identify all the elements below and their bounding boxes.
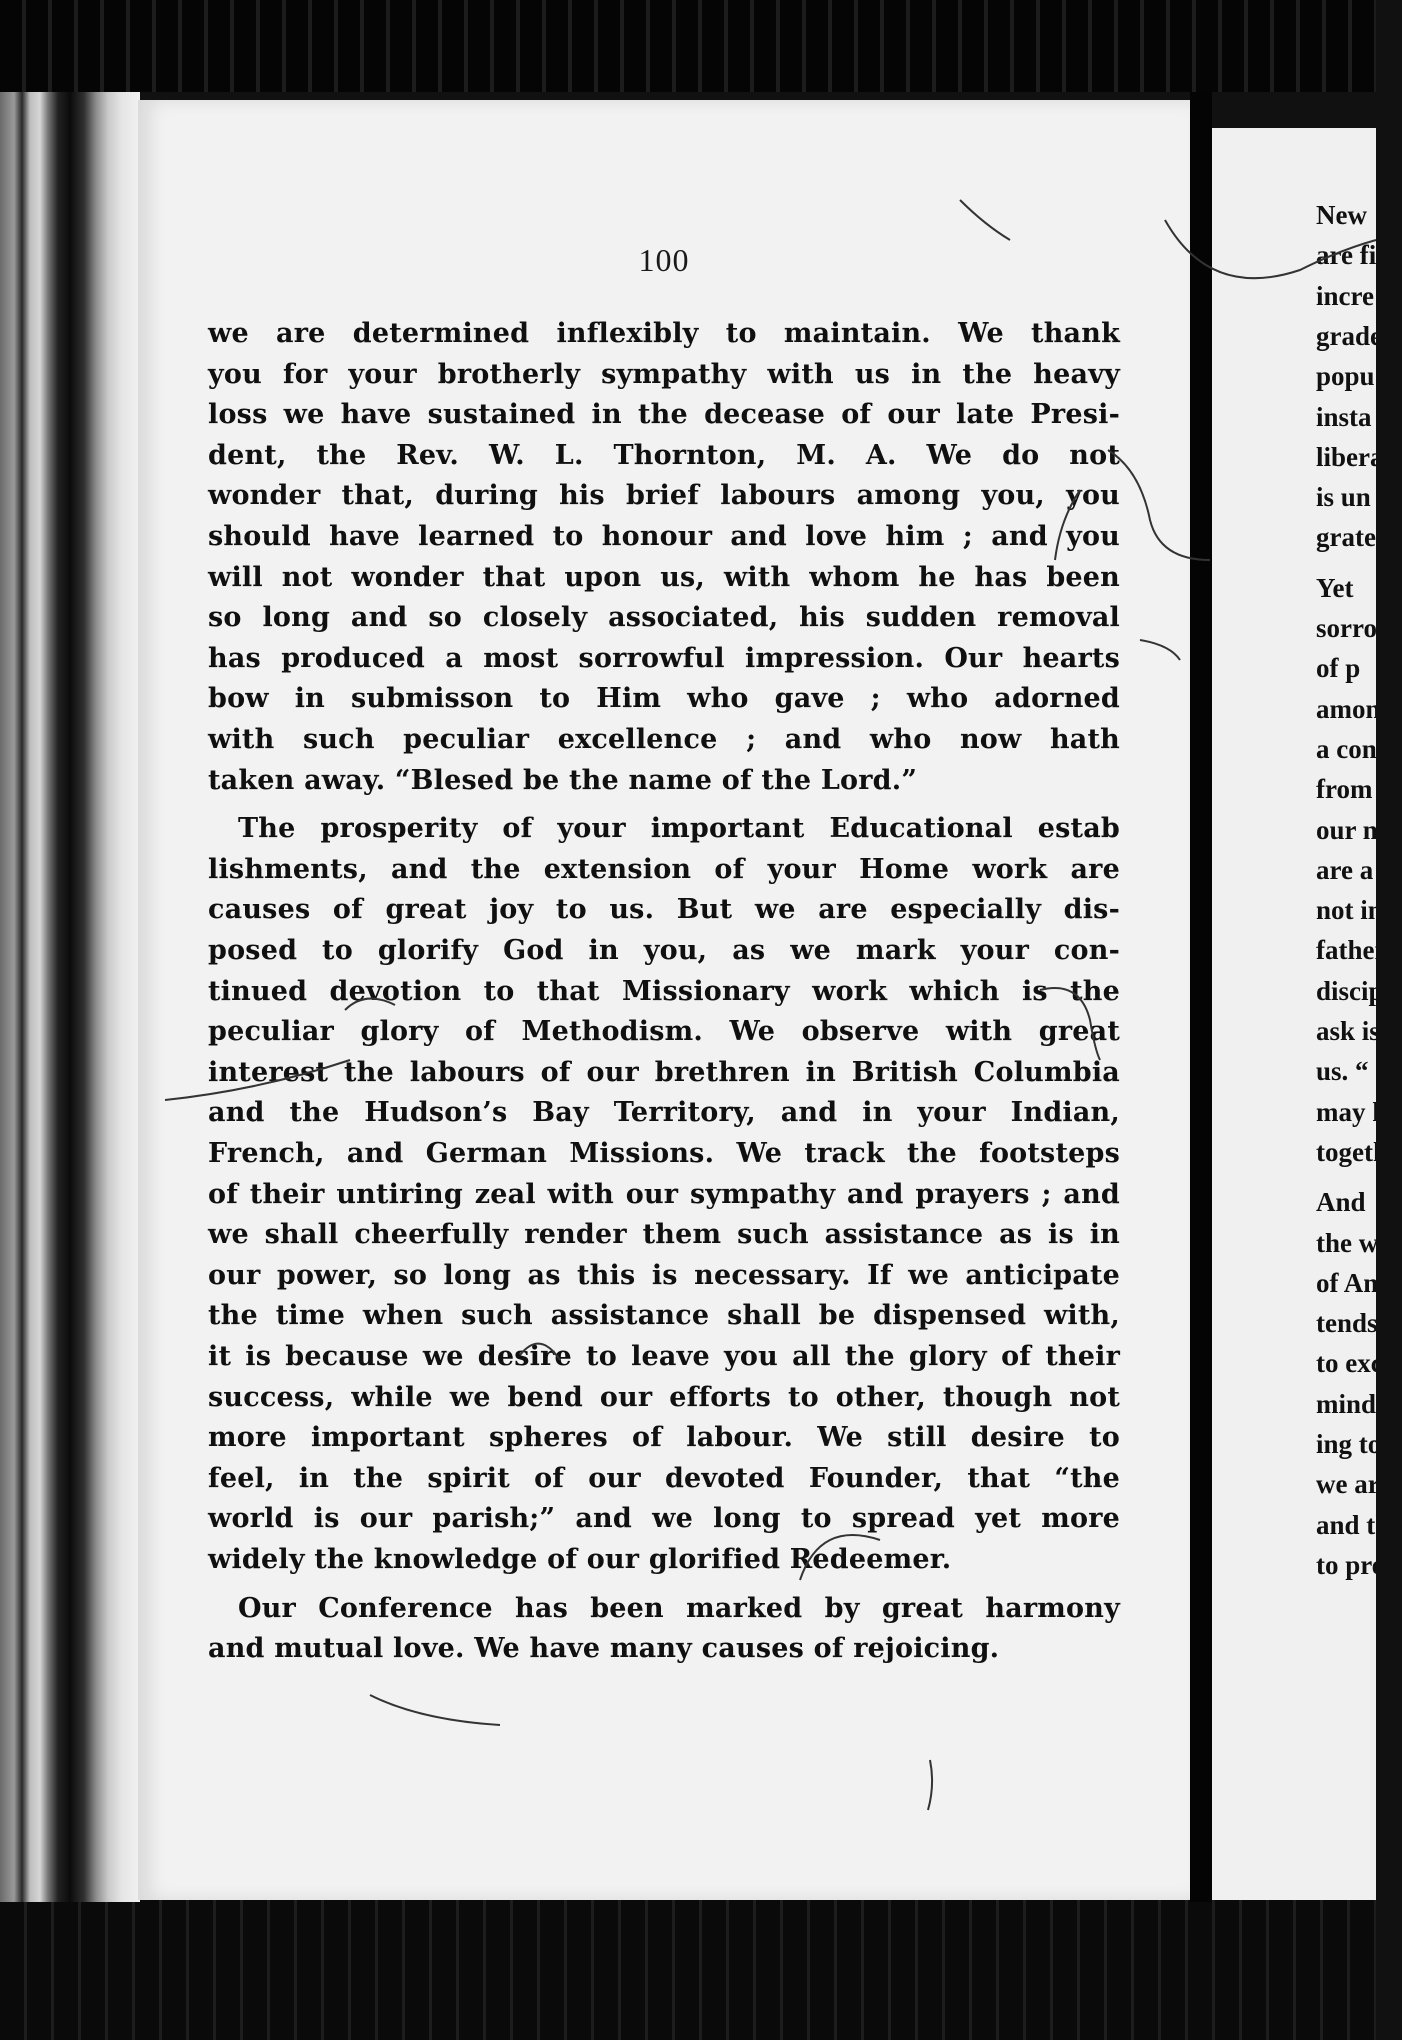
pen-stroke bbox=[520, 1344, 560, 1360]
pen-stroke bbox=[1108, 450, 1210, 560]
text-line: more important spheres of labour. We still desire to bbox=[208, 1422, 1120, 1454]
facing-page-line: we are bbox=[1316, 1469, 1392, 1500]
facing-page-line: grate bbox=[1316, 522, 1376, 553]
facing-page-line: the wo bbox=[1316, 1227, 1392, 1258]
pen-stroke bbox=[370, 1695, 500, 1725]
facing-page-line: popu bbox=[1316, 361, 1375, 392]
facing-page-line: togeth bbox=[1316, 1136, 1388, 1167]
text-line: with such peculiar excellence ; and who now hath bbox=[208, 724, 1120, 755]
facing-page-line: libera bbox=[1316, 441, 1384, 472]
pen-stroke bbox=[1140, 640, 1180, 660]
text-line: Our Conference has been marked by great harmony bbox=[238, 1592, 1120, 1624]
text-line: world is our parish;” and we long to spread yet more bbox=[208, 1503, 1120, 1535]
text-line: interest the labours of our brethren in British Columbia bbox=[208, 1056, 1120, 1088]
facing-page-line: of p bbox=[1316, 653, 1361, 684]
facing-page-line: us. “ bbox=[1316, 1056, 1369, 1087]
facing-page-line: Yet bbox=[1316, 572, 1354, 603]
text-line: we shall cheerfully render them such assistance as is in bbox=[208, 1219, 1120, 1251]
facing-page-line: amon bbox=[1316, 693, 1381, 724]
text-line: taken away. “Blesed be the name of the Lord.” bbox=[208, 764, 918, 796]
pen-stroke bbox=[345, 999, 395, 1010]
text-line: so long and so closely associated, his sudden removal bbox=[208, 602, 1120, 634]
facing-page-line: tends bbox=[1316, 1308, 1378, 1339]
facing-page-line: insta bbox=[1316, 401, 1372, 432]
text-line: bow in submisson to Him who gave ; who adorned bbox=[208, 683, 1120, 715]
facing-page-line: are a bbox=[1316, 854, 1374, 885]
facing-page-line: from bbox=[1316, 774, 1373, 805]
facing-page-line: our n bbox=[1316, 814, 1378, 845]
text-line: the time when such assistance shall be dispensed with, bbox=[208, 1300, 1120, 1332]
text-line: feel, in the spirit of our devoted Founder, that “the bbox=[208, 1462, 1120, 1494]
facing-page-line: of An bbox=[1316, 1267, 1379, 1298]
text-line: of their untiring zeal with our sympathy and prayers ; and bbox=[208, 1178, 1120, 1210]
facing-page-line: is un bbox=[1316, 482, 1371, 513]
text-line: The prosperity of your important Educational estab bbox=[238, 813, 1120, 845]
text-line: success, while we bend our efforts to other, though not bbox=[208, 1381, 1120, 1413]
pen-stroke bbox=[1165, 220, 1376, 278]
facing-page-line: New bbox=[1316, 200, 1367, 230]
text-line: will not wonder that upon us, with whom he has been bbox=[208, 561, 1120, 593]
text-line: should have learned to honour and love him ; and you bbox=[208, 521, 1120, 552]
facing-page-line: a con bbox=[1316, 733, 1377, 764]
text-line: our power, so long as this is necessary. If we anticipate bbox=[208, 1259, 1120, 1291]
text-line: wonder that, during his brief labours among you, you bbox=[208, 480, 1120, 512]
pen-stroke bbox=[165, 1060, 350, 1100]
text-line: we are determined inflexibly to maintain. We thank bbox=[208, 318, 1120, 349]
text-line: causes of great joy to us. But we are especially dis- bbox=[208, 894, 1120, 926]
text-line: peculiar glory of Methodism. We observe with great bbox=[208, 1016, 1120, 1048]
pen-stroke bbox=[960, 200, 1010, 240]
text-line: widely the knowledge of our glorified Redeemer. bbox=[208, 1544, 952, 1575]
pen-stroke bbox=[1055, 490, 1080, 560]
facing-page-line: father bbox=[1316, 935, 1387, 966]
facing-page-line: And bbox=[1316, 1187, 1366, 1218]
text-line: and the Hudson’s Bay Territory, and in your Indian, bbox=[208, 1097, 1120, 1129]
text-line: has produced a most sorrowful impression. Our hearts bbox=[208, 642, 1120, 674]
text-line: posed to glorify God in you, as we mark your con- bbox=[208, 935, 1120, 966]
text-line: French, and German Missions. We track the footsteps bbox=[208, 1138, 1120, 1169]
text-line: it is because we desire to leave you all the glory of their bbox=[208, 1341, 1120, 1372]
facing-page-line: grade bbox=[1316, 320, 1382, 351]
text-line: and mutual love. We have many causes of rejoicing. bbox=[208, 1633, 1000, 1665]
facing-page-line: minds bbox=[1316, 1388, 1387, 1419]
facing-page-line: incre bbox=[1316, 280, 1374, 311]
facing-page-line: ask is bbox=[1316, 1016, 1380, 1046]
text-line: loss we have sustained in the decease of our late Presi- bbox=[208, 399, 1120, 431]
facing-page-line: sorro bbox=[1316, 613, 1377, 643]
text-line: you for your brotherly sympathy with us in the heavy bbox=[208, 358, 1120, 390]
facing-page-line: to prep bbox=[1316, 1549, 1399, 1580]
text-line: dent, the Rev. W. L. Thornton, M. A. We do not bbox=[208, 439, 1120, 471]
pen-stroke bbox=[928, 1760, 932, 1810]
page-number: 100 bbox=[638, 242, 690, 278]
facing-page-line: not in bbox=[1316, 895, 1383, 926]
facing-page-line: to exc bbox=[1316, 1348, 1383, 1379]
text-line: tinued devotion to that Missionary work which is the bbox=[208, 975, 1120, 1007]
pen-stroke bbox=[800, 1535, 880, 1580]
facing-page-line: ing to bbox=[1316, 1429, 1382, 1459]
facing-page-line: discip bbox=[1316, 975, 1384, 1006]
facing-page-line: and the bbox=[1316, 1509, 1402, 1540]
text-line: lishments, and the extension of your Home work are bbox=[208, 853, 1120, 885]
facing-page-line: are fi bbox=[1316, 240, 1377, 271]
pen-stroke bbox=[1040, 988, 1100, 1060]
facing-page-line: may ha bbox=[1316, 1096, 1401, 1127]
